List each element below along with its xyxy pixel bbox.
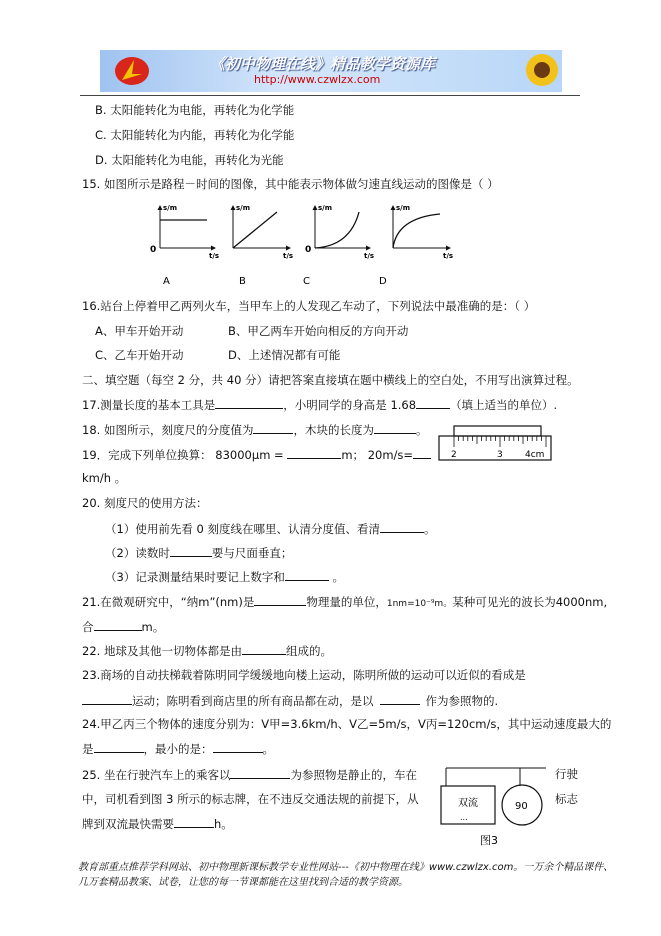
speed-limit-value: 90: [515, 801, 528, 812]
q19-text-b: m； 20m/s=: [341, 448, 414, 462]
q23-text-b: 运动；陈明看到商店里的所有商品都在动，是以: [132, 694, 374, 708]
q17-blank-1[interactable]: [215, 396, 283, 409]
q20-text: 20. 刻度尺的使用方法：: [82, 496, 208, 510]
graph-b-label: B: [239, 276, 246, 287]
q22-blank[interactable]: [242, 642, 286, 655]
q14-option-b: B. 太阳能转化为电能，再转化为化学能: [95, 103, 295, 117]
q25-line-1: [82, 766, 417, 783]
q24-text-c: ，最小的是：: [143, 742, 213, 756]
figure-caption: 图3: [480, 834, 498, 847]
q22-text-b: 组成的。: [285, 644, 332, 658]
q20-3-text-a: （3）记录测量结果时要记上数字和: [105, 570, 285, 584]
graph-a-ylabel: s/m: [163, 204, 178, 212]
q21-line: [82, 593, 607, 612]
q19-blank-1[interactable]: [287, 446, 341, 459]
graphs-figure: [145, 198, 475, 293]
q25-text-d: 中，司机看到图 3 所示的标志牌，在不违反交通法规的前提下，从: [82, 792, 419, 806]
q20-item-2: [105, 544, 292, 561]
q20-blank-3[interactable]: [285, 568, 329, 581]
sign-place: 双流: [458, 798, 478, 809]
q14-option-c: C. 太阳能转化为内能，再转化为化学能: [95, 128, 295, 142]
q16-option-b: B、甲乙两车开始向相反的方向开动: [228, 324, 409, 338]
q21-text-c: 1nm=10⁻⁹m。: [386, 599, 453, 609]
q21-line-2: [82, 618, 164, 635]
q18-text-c: 。: [415, 423, 428, 437]
header-banner: [100, 50, 562, 92]
graph-c: [303, 204, 374, 287]
q24-blank-1[interactable]: [94, 740, 144, 753]
q25-text-e: 标志: [555, 792, 578, 806]
q17-text-a: 17.测量长度的基本工具是: [82, 398, 216, 412]
q19-unit: km/h 。: [82, 471, 127, 485]
q24-text-d: 。: [262, 742, 274, 756]
graph-c-label: C: [303, 276, 310, 287]
q25-blank-1[interactable]: [230, 766, 290, 779]
q20-1-text-b: 。: [423, 522, 436, 536]
q18-text-b: ，木块的长度为: [293, 423, 374, 437]
q23-blank-2[interactable]: [380, 692, 420, 705]
footer-line-2: 几万套精品教案、试卷，让您的每一节课都能在这里找到合适的教学资源。: [78, 877, 408, 888]
logo-icon: [112, 54, 152, 88]
section-2-heading: 二、填空题（每空 2 分，共 40 分）请把答案直接填在题中横线上的空白处，不用写出演算过程。: [82, 373, 579, 387]
q21-blank-1[interactable]: [254, 593, 306, 606]
q22-text-a: 22. 地球及其他一切物体都是由: [82, 644, 242, 658]
q20-2-text-b: 要与尺面垂直；: [211, 546, 293, 560]
q20-2-text-a: （2）读数时: [105, 546, 170, 560]
q25-text-g: h。: [214, 817, 233, 831]
q18-line: [82, 421, 427, 438]
q25-text-b: 为参照物是静止的，车在: [290, 768, 417, 782]
graph-a-xlabel: t/s: [209, 252, 220, 260]
graph-c-ylabel: s/m: [318, 204, 333, 212]
sunflower-icon: [518, 50, 562, 92]
q25-text-c: 行驶: [555, 767, 578, 781]
graph-a-origin: 0: [150, 245, 157, 255]
q20-1-text-a: （1）使用前先看 0 刻度线在哪里、认清分度值、看清: [105, 522, 380, 536]
ruler-figure: [436, 423, 556, 465]
q25-text-a: 25. 坐在行驶汽车上的乘客以: [82, 768, 231, 782]
road-sign-figure: [436, 762, 554, 850]
q17-blank-2[interactable]: [416, 396, 450, 409]
q20-blank-2[interactable]: [170, 544, 212, 557]
graph-c-xlabel: t/s: [364, 252, 375, 260]
q18-blank-1[interactable]: [253, 421, 293, 434]
ruler-tick-label: 2: [451, 450, 457, 460]
header-rule: [80, 95, 580, 96]
q21-text-b: 物理量的单位，: [306, 595, 387, 609]
q17-text-c: （填上适当的单位）.: [450, 398, 558, 412]
ruler-ticks: [454, 436, 546, 447]
q19-line: [82, 446, 431, 463]
q20-3-text-b: 。: [328, 570, 344, 584]
q23-text-c: 作为参照物的.: [425, 694, 499, 708]
q20-item-3: [105, 568, 344, 585]
q17-text-b: ，小明同学的身高是 1.68: [283, 398, 417, 412]
q18-text-a: 18. 如图所示，刻度尺的分度值为: [82, 423, 254, 437]
graph-d: [379, 204, 453, 287]
banner-url[interactable]: http://www.czwlzx.com: [254, 73, 381, 86]
q25-text-f: 牌到双流最快需要: [82, 817, 174, 831]
q21-text-f: m。: [141, 620, 165, 634]
q16-text: 16.站台上停着甲乙两列火车，当甲车上的人发现乙车动了，下列说法中最准确的是：（ ）: [82, 299, 536, 313]
q14-option-d: D. 太阳能转化为电能，再转化为光能: [95, 153, 284, 167]
graph-d-label: D: [379, 276, 387, 287]
q22-line: [82, 642, 332, 659]
q21-blank-2[interactable]: [94, 618, 142, 631]
q21-text-d: 某种可见光的波长为4000nm,: [452, 595, 608, 609]
banner-title: 《初中物理在线》精品教学资源库: [210, 55, 436, 73]
q25-line-3: [82, 815, 233, 832]
q19-blank-2[interactable]: [413, 446, 431, 459]
q18-blank-2[interactable]: [374, 421, 416, 434]
q16-option-a: A、甲车开始开动: [95, 324, 184, 338]
graph-d-xlabel: t/s: [443, 252, 454, 260]
q17-line: [82, 396, 557, 413]
q23-line-2: [82, 692, 498, 709]
q25-blank-2[interactable]: [174, 815, 214, 828]
q24-text-b: 是: [82, 742, 94, 756]
wood-block: [454, 426, 541, 436]
q15-text: 15. 如图所示是路程－时间的图像，其中能表示物体做匀速直线运动的图像是（ ）: [82, 177, 499, 191]
q24-text: 24.甲乙丙三个物体的速度分别为：V甲=3.6km/h、V乙=5m/s，V丙=120cm/s，其中运动速度最大的: [82, 717, 612, 731]
graph-b: [233, 204, 293, 287]
q20-item-1: [105, 520, 435, 537]
graph-b-ylabel: s/m: [236, 204, 251, 212]
q23-blank-1[interactable]: [82, 692, 132, 705]
q20-blank-1[interactable]: [380, 520, 424, 533]
q21-text-a: 21.在微观研究中，“纳m”(nm)是: [82, 595, 255, 609]
graph-d-ylabel: s/m: [396, 204, 411, 212]
sign-distance: ...: [460, 813, 468, 822]
ruler-tick-label: 4cm: [525, 450, 545, 460]
q19-text-a: 19．完成下列单位换算： 83000μm =: [82, 448, 288, 462]
graph-c-origin: 0: [305, 245, 312, 255]
graph-b-xlabel: t/s: [283, 252, 294, 260]
footer-line-1: 教育部重点推荐学科网站、初中物理新课标教学专业性网站---《初中物理在线》www.czwlzx.com。一万余个精品课件、: [78, 862, 614, 873]
q24-line-2: [82, 740, 274, 757]
q16-option-c: C、乙车开始开动: [95, 348, 184, 362]
ruler-tick-label: 3: [497, 450, 503, 460]
q24-blank-2[interactable]: [213, 740, 263, 753]
q16-option-d: D、上述情况都有可能: [228, 348, 341, 362]
q21-text-e: 合: [82, 620, 94, 634]
graph-a-label: A: [163, 276, 170, 287]
graph-a: [150, 204, 219, 287]
q23-text: 23.商场的自动扶梯载着陈明同学缓缓地向楼上运动，陈明所做的运动可以近似的看成是: [82, 668, 526, 682]
